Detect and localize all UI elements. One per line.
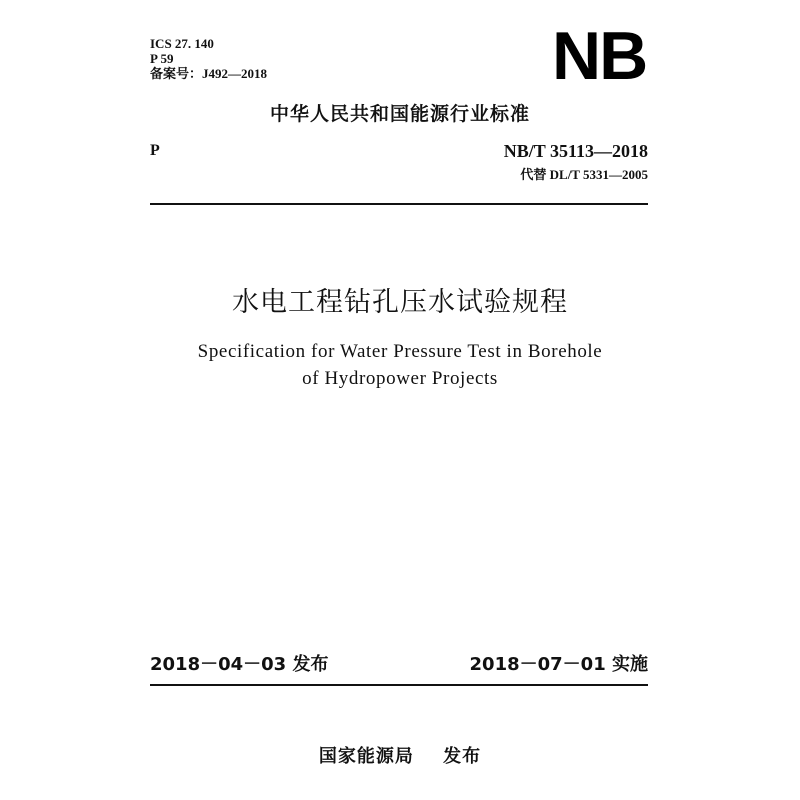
title-chinese: 水电工程钻孔压水试验规程 bbox=[232, 287, 568, 318]
nb-logo: NB bbox=[552, 18, 647, 94]
classification-code: P 59 bbox=[150, 51, 174, 66]
top-divider bbox=[150, 203, 648, 205]
title-english-line-1: Specification for Water Pressure Test in Borehole bbox=[197, 341, 603, 362]
ics-code: ICS 27. 140 bbox=[150, 36, 214, 51]
standard-category-heading: 中华人民共和国能源行业标准 bbox=[269, 103, 530, 125]
bottom-divider bbox=[150, 684, 648, 686]
effective-date: 2018－07－01 实施 bbox=[469, 654, 648, 675]
record-number: 备案号：J492—2018 bbox=[150, 66, 268, 81]
class-letter: P bbox=[150, 142, 160, 159]
issuing-authority: 国家能源局 发布 bbox=[318, 746, 482, 767]
release-date: 2018－04－03 发布 bbox=[150, 654, 329, 675]
standard-number: NB/T 35113—2018 bbox=[503, 141, 648, 161]
title-english-line-2: of Hydropower Projects bbox=[302, 368, 498, 389]
replaces-standard: 代替 DL/T 5331—2005 bbox=[520, 167, 648, 182]
